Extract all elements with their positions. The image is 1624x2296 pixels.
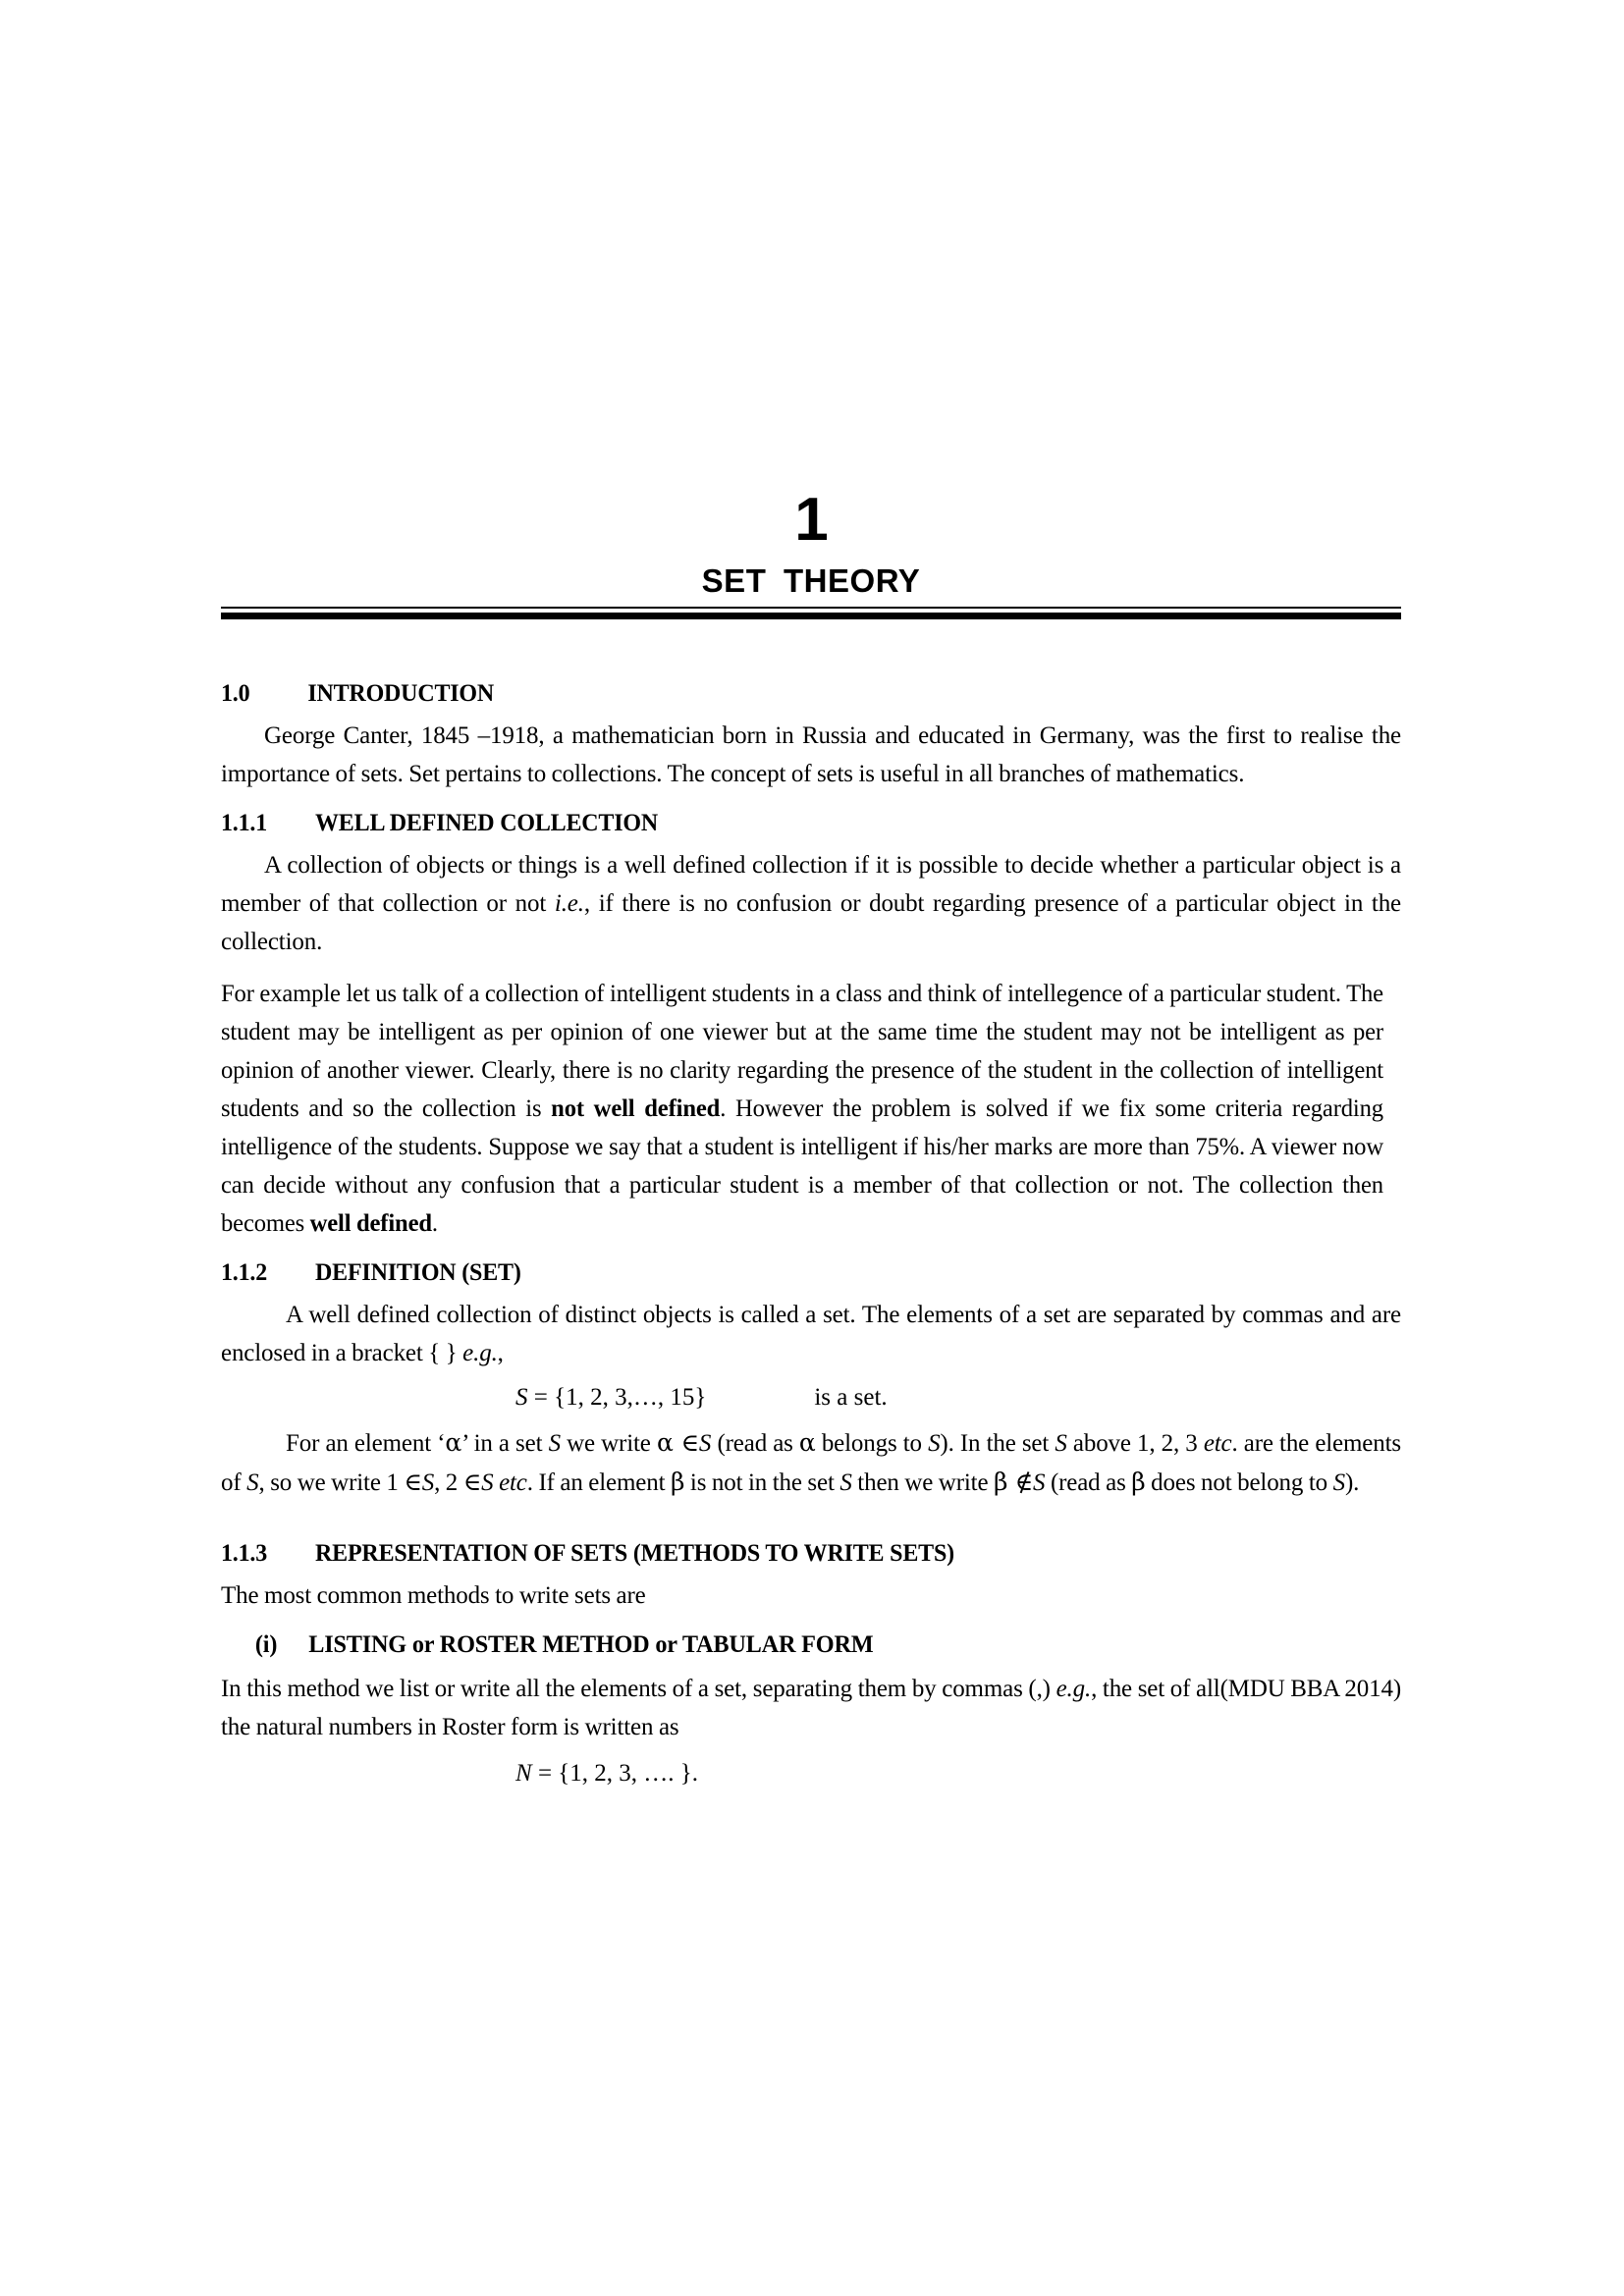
- heading-representation-of-sets-title: REPRESENTATION OF SETS (METHODS TO WRITE SETS): [315, 1540, 954, 1567]
- spacer: [221, 1504, 1401, 1537]
- ds2-etc-1: etc: [1203, 1430, 1232, 1457]
- heading-definition-set: [221, 1256, 1354, 1290]
- ds2-t3: we write: [560, 1430, 657, 1457]
- document-body: [221, 677, 1401, 1793]
- ds2-t8: . are the elements of: [221, 1430, 1401, 1496]
- ds2-element-of-3: ∈: [462, 1468, 482, 1496]
- ds2-etc-2: etc: [499, 1469, 527, 1496]
- ds2-alpha-1: α: [445, 1428, 462, 1457]
- paragraph-well-defined-1: [221, 846, 1401, 961]
- ds2-t14: then we write: [851, 1469, 995, 1496]
- ds2-t5: belongs to: [815, 1430, 929, 1457]
- ml-eg-italic: e.g.: [1056, 1676, 1092, 1702]
- heading-introduction: [221, 677, 1354, 711]
- ml-text-b: , the set of all the natural numbers in Roster form is written as: [221, 1676, 1220, 1740]
- heading-method-listing: [221, 1629, 1366, 1662]
- spacer: [221, 795, 1401, 807]
- ds2-alpha-2: α: [656, 1428, 674, 1457]
- paragraph-well-defined-2: [221, 975, 1383, 1243]
- ds2-alpha-3: α: [798, 1428, 816, 1457]
- ds2-beta-1: β: [671, 1468, 685, 1496]
- wd1-text-b: , if there is no confusion or doubt regarding presence of a particular object in the collection.: [221, 890, 1401, 955]
- ds2-s-10: S: [1332, 1469, 1345, 1496]
- equation-set-s: [221, 1378, 1401, 1417]
- wd1-ie-italic: i.e.: [554, 890, 584, 917]
- ds1-text-b: ,: [497, 1340, 504, 1366]
- ds2-t13: is not in the set: [684, 1469, 840, 1496]
- ds2-s-9: S: [1032, 1469, 1046, 1496]
- wd2-text-c: .: [431, 1210, 438, 1237]
- ml-text-a: In this method we list or write all the elements of a set, separating them by commas (,): [221, 1676, 1056, 1702]
- ds2-beta-3: β: [1131, 1468, 1146, 1496]
- ds1-eg-italic: e.g.: [462, 1340, 498, 1366]
- ds2-beta-2: β: [994, 1468, 1008, 1496]
- wd2-bold-not-well-defined: not well defined: [551, 1095, 721, 1122]
- ds2-s-8: S: [839, 1469, 852, 1496]
- ds2-s-5: S: [246, 1469, 259, 1496]
- ds2-s-4: S: [1055, 1430, 1067, 1457]
- heading-introduction-title: INTRODUCTION: [307, 680, 495, 707]
- header-rule-thick: [221, 613, 1401, 619]
- wd2-text-a: For example let us talk of a collection of intelligent students in a class and think of intellegence of a particular student. The student may be intelligent as per opinion of one viewer but at the same time the student may not be intelligent as per opinion of another viewer. Clearly, there is no clarity regarding the presence of the student in the collection of intelligent students and so the collection is: [221, 981, 1383, 1122]
- ds2-s-1: S: [548, 1430, 561, 1457]
- equation-set-s-note: is a set.: [814, 1384, 888, 1411]
- ds2-t4: (read as: [711, 1430, 799, 1457]
- heading-representation-of-sets: [221, 1537, 1354, 1571]
- ds2-element-of-2: ∈: [404, 1468, 422, 1496]
- ds2-s-7: S: [481, 1469, 494, 1496]
- ds2-not-element-of: ∉: [1007, 1468, 1033, 1496]
- heading-method-listing-roman: (i): [254, 1631, 278, 1658]
- paragraph-method-listing: [221, 1670, 1401, 1746]
- ds2-t10: , 2: [434, 1469, 463, 1496]
- ds2-t6: ). In the set: [940, 1430, 1056, 1457]
- chapter-header: [221, 486, 1401, 619]
- ds2-t15: (read as: [1045, 1469, 1132, 1496]
- paragraph-representation-lead-in: The most common methods to write sets are: [221, 1582, 646, 1609]
- paragraph-introduction: George Canter, 1845 –1918, a mathematician born in Russia and educated in Germany, was the first to realise the importance of sets. Set pertains to collections. The concept of sets is useful in all branches of mathematics.: [221, 722, 1401, 787]
- chapter-title: SET THEORY: [701, 562, 921, 599]
- heading-definition-set-title: DEFINITION (SET): [315, 1259, 521, 1286]
- heading-representation-of-sets-number: 1.1.3: [221, 1540, 268, 1567]
- ds2-s-6: S: [421, 1469, 435, 1496]
- ds2-element-of-1: ∈: [673, 1428, 699, 1457]
- ds2-t1: For an element ‘: [286, 1430, 446, 1457]
- ds2-t2: ’ in a set: [461, 1430, 549, 1457]
- heading-method-listing-title: LISTING or ROSTER METHOD or TABULAR FORM: [308, 1631, 874, 1658]
- spacer: [221, 963, 1401, 975]
- ds1-text-a: A well defined collection of distinct objects is called a set. The elements of a set are separated by commas and are enclosed in a bracket { }: [221, 1302, 1401, 1366]
- ds2-s-3: S: [928, 1430, 941, 1457]
- exam-reference: (MDU BBA 2014): [1219, 1676, 1401, 1702]
- equation-set-s-body: = {1, 2, 3,…, 15}: [527, 1384, 707, 1411]
- spacer: [221, 1245, 1401, 1256]
- equation-natural-numbers-variable: N: [515, 1760, 532, 1787]
- document-page: [221, 0, 1401, 2296]
- heading-definition-set-number: 1.1.2: [221, 1259, 268, 1286]
- paragraph-definition-set-1: [221, 1296, 1401, 1372]
- wd1-text-a: A collection of objects or things is a well defined collection if it is possible to decide whether a particular object is a member of that collection or not: [221, 852, 1401, 917]
- ds2-t12: . If an element: [526, 1469, 671, 1496]
- heading-introduction-number: 1.0: [221, 680, 250, 707]
- heading-well-defined-collection-title: WELL DEFINED COLLECTION: [315, 810, 659, 836]
- ds2-s-2: S: [698, 1430, 712, 1457]
- equation-set-s-variable: S: [515, 1384, 528, 1411]
- ds2-t9: , so we write 1: [258, 1469, 405, 1496]
- paragraph-definition-set-2: [221, 1423, 1401, 1502]
- chapter-number: 1: [794, 486, 828, 554]
- ds2-t7: above 1, 2, 3: [1066, 1430, 1204, 1457]
- equation-natural-numbers-body: = {1, 2, 3, …. }.: [531, 1760, 699, 1787]
- ds2-t17: ).: [1344, 1469, 1360, 1496]
- ds2-t16: does not belong to: [1145, 1469, 1333, 1496]
- wd2-bold-well-defined: well defined: [309, 1210, 432, 1237]
- heading-well-defined-collection-number: 1.1.1: [221, 810, 268, 836]
- wd2-text-b: . However the problem is solved if we fix some criteria regarding intelligence of the students. Suppose we say that a student is intelligent if his/her marks are more than 75%. A viewer now can decide without any confusion that a particular student is a member of that collection or not. The collection then becomes: [221, 1095, 1383, 1237]
- equation-natural-numbers: [221, 1754, 1401, 1793]
- heading-well-defined-collection: [221, 807, 1354, 840]
